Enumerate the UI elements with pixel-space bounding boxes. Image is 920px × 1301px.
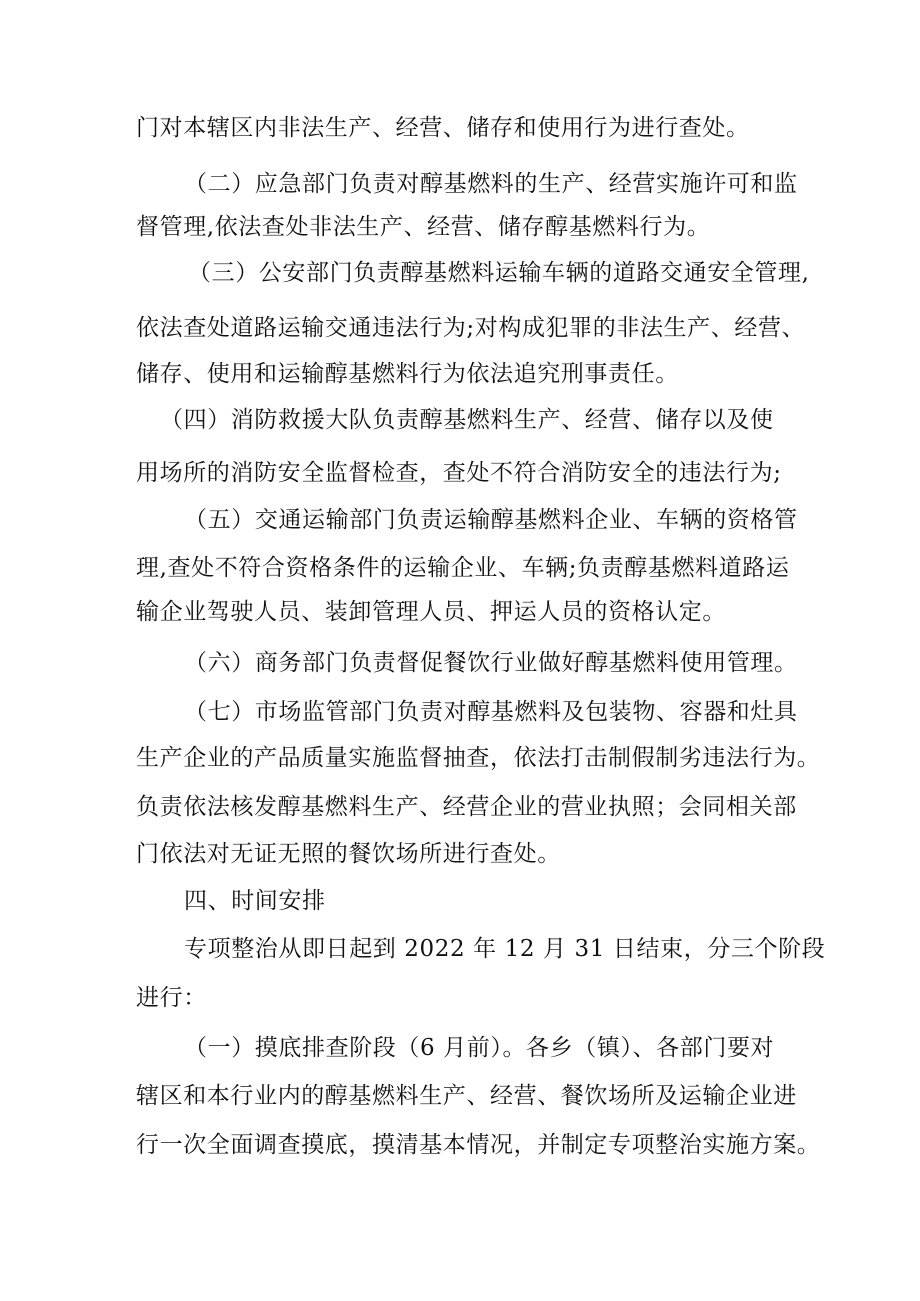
text-line: （二）应急部门负责对醇基燃料的生产、经营实施许可和监 bbox=[184, 171, 798, 197]
text-line: （一）摸底排查阶段（6 月前）。各乡（镇）、各部门要对 bbox=[184, 1035, 775, 1061]
text-line: 输企业驾驶人员、装卸管理人员、押运人员的资格认定。 bbox=[136, 599, 726, 625]
text-line: 督管理,依法查处非法生产、经营、储存醇基燃料行为。 bbox=[136, 214, 711, 240]
text-line: （三）公安部门负责醇基燃料运输车辆的道路交通安全管理, bbox=[188, 260, 810, 286]
text-line: 用场所的消防安全监督检查，查处不符合消防安全的违法行为; bbox=[136, 460, 782, 486]
text-line: （四）消防救援大队负责醇基燃料生产、经营、储存以及使 bbox=[160, 407, 774, 433]
text-line: 负责依法核发醇基燃料生产、经营企业的营业执照；会同相关部 bbox=[136, 794, 797, 820]
text-line: 进行： bbox=[136, 985, 207, 1011]
text-line: 储存、使用和运输醇基燃料行为依法追究刑事责任。 bbox=[136, 361, 679, 387]
text-line: （六）商务部门负责督促餐饮行业做好醇基燃料使用管理。 bbox=[184, 650, 798, 676]
text-line: 生产企业的产品质量实施监督抽查，依法打击制假制劣违法行为。 bbox=[136, 745, 821, 771]
text-line: 门对本辖区内非法生产、经营、储存和使用行为进行查处。 bbox=[136, 115, 750, 141]
text-line: 理,查处不符合资格条件的运输企业、车辆;负责醇基燃料道路运 bbox=[136, 555, 790, 581]
text-line: 辖区和本行业内的醇基燃料生产、经营、餐饮场所及运输企业进 bbox=[136, 1083, 797, 1109]
text-line: 门依法对无证无照的餐饮场所进行查处。 bbox=[136, 841, 561, 867]
text-line: 专项整治从即日起到 2022 年 12 月 31 日结束，分三个阶段 bbox=[184, 936, 826, 962]
section-heading: 四、时间安排 bbox=[184, 888, 326, 914]
text-line: 行一次全面调查摸底，摸清基本情况，并制定专项整治实施方案。 bbox=[136, 1132, 821, 1158]
text-line: （七）市场监管部门负责对醇基燃料及包装物、容器和灶具 bbox=[184, 699, 798, 725]
text-line: 依法查处道路运输交通违法行为;对构成犯罪的非法生产、经营、 bbox=[136, 315, 806, 341]
text-line: （五）交通运输部门负责运输醇基燃料企业、车辆的资格管 bbox=[184, 507, 798, 533]
